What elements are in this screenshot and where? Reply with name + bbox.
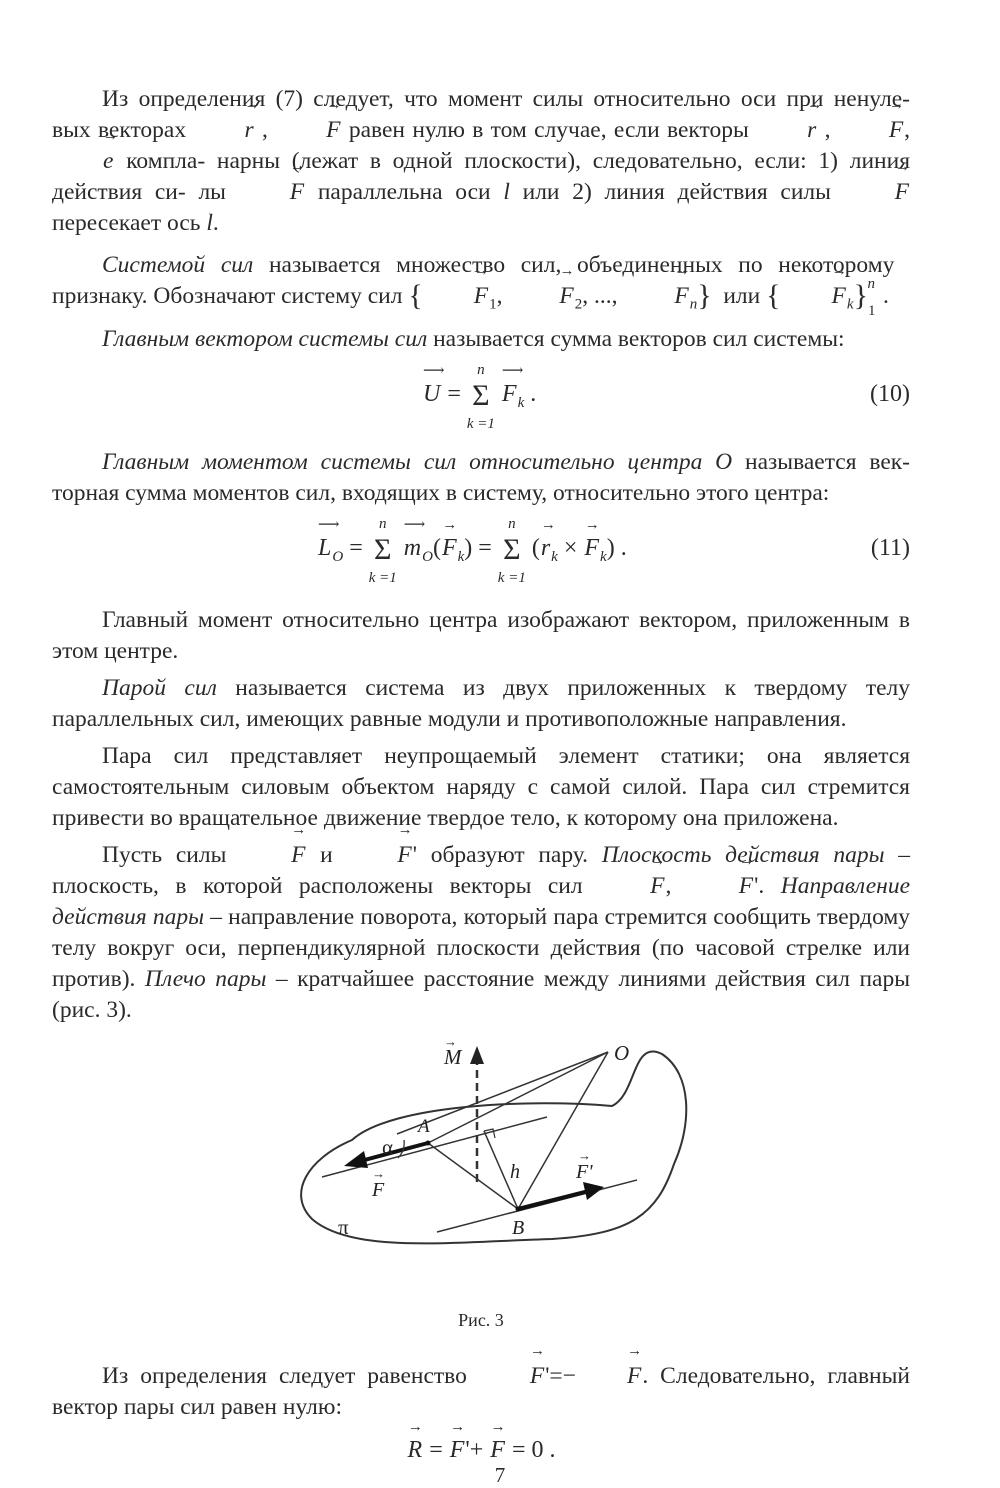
equation-R: → R = → F'+ → F = 0 . [52, 1437, 910, 1464]
couple-diagram [52, 1034, 910, 1294]
equation-11: ⟶ $L_O = \Sigma$ n k =1 ⟶ $m_O(\to F_k) = \Sigma$ n k =1 (→ $r_k$ × → $F_k$) . (11) [52, 513, 910, 595]
label-O: O [614, 1041, 630, 1065]
moment-arrowhead [470, 1046, 484, 1064]
label-A: A [418, 1116, 430, 1137]
point-B [516, 1207, 521, 1212]
svg-text:→: → [372, 1166, 385, 1181]
force-F-arrowhead [344, 1151, 368, 1168]
page-content [52, 84, 910, 1464]
paragraph-couple-main-vector: Из определения следует равенство → F'=−→ F. Следовательно, главный вектор пары сил равен нулю: [52, 1361, 910, 1423]
label-pi: π [338, 1215, 349, 1239]
label-alpha: α [382, 1135, 394, 1159]
paragraph-system-of-forces: Системой сил называется множество сил, объединенных по некоторому признаку. Обозначают систему сил {→ $F_1$, → $F_2$, ..., → $F_n$} или {→ $F_k\}_1^n$ . [52, 243, 910, 312]
segment-A-B [428, 1143, 518, 1209]
paragraph-main-moment-vector: Главный момент относительно центра изображают вектором, приложенным в этом центре. [52, 607, 910, 664]
label-B: B [512, 1217, 525, 1239]
label-F-prime: F' [576, 1161, 593, 1183]
point-A [426, 1141, 431, 1146]
figure-caption: Рис. 3 [458, 1310, 504, 1330]
label-h: h [510, 1161, 520, 1183]
paragraph-main-moment: Главным моментом системы сил относительно центра O называется век- торная сумма моментов сил, входящих в систему, относительно этого центра: [52, 449, 911, 506]
paragraph-moment-axis: Из определения (7) следует, что момент силы относительно оси при ненуле- вых векторах → r , → F равен нулю в том случае, если векторы → r , → F, → e компла- нарны (лежат в одной плоскости), следовательно, если: 1) линия действия си- лы → F параллельна оси l или 2) линия действия силы → F пересекает ось l. [52, 84, 910, 239]
label-M: M [444, 1045, 462, 1069]
plane-pi-outline [301, 1051, 686, 1243]
equation-10: ⟶ U = Σ n k =1 ⟶ $F_k$ . (10) [52, 359, 910, 437]
paragraph-couple-plane: Пусть силы → F и → F' образуют пару. Плоскость действия пары – плоскость, в которой расположены векторы сил → F, → F'. Направление действия пары – направление поворота, который пара стремится сообщить твердому телу вокруг оси, перпендикулярной плоскости действия (по часовой стрелке или против). Плечо пары – кратчайшее расстояние между линиями действия сил пары (рис. 3). [52, 840, 910, 1026]
figure-3 [52, 1034, 910, 1294]
label-F: F [372, 1179, 385, 1201]
force-F-prime-arrowhead [583, 1182, 604, 1200]
page-number: 7 [494, 1463, 506, 1487]
paragraph-couple-element: Пара сил представляет неупрощаемый элемент статики; она является самостоятельным силовым объектом наряду с самой силой. Пара сил стремится привести во вращательное движение твердое тело, к которому она приложена. [52, 743, 910, 831]
svg-text:→: → [444, 1034, 457, 1049]
force-F-prime [518, 1191, 589, 1209]
paragraph-couple: Парой сил называется система из двух приложенных к твердому телу параллельных сил, имеющих равные модули и противоположные направления. [52, 675, 911, 732]
paragraph-main-vector: Главным вектором системы сил называется сумма векторов сил системы: [102, 326, 845, 352]
svg-text:→: → [578, 1148, 591, 1163]
